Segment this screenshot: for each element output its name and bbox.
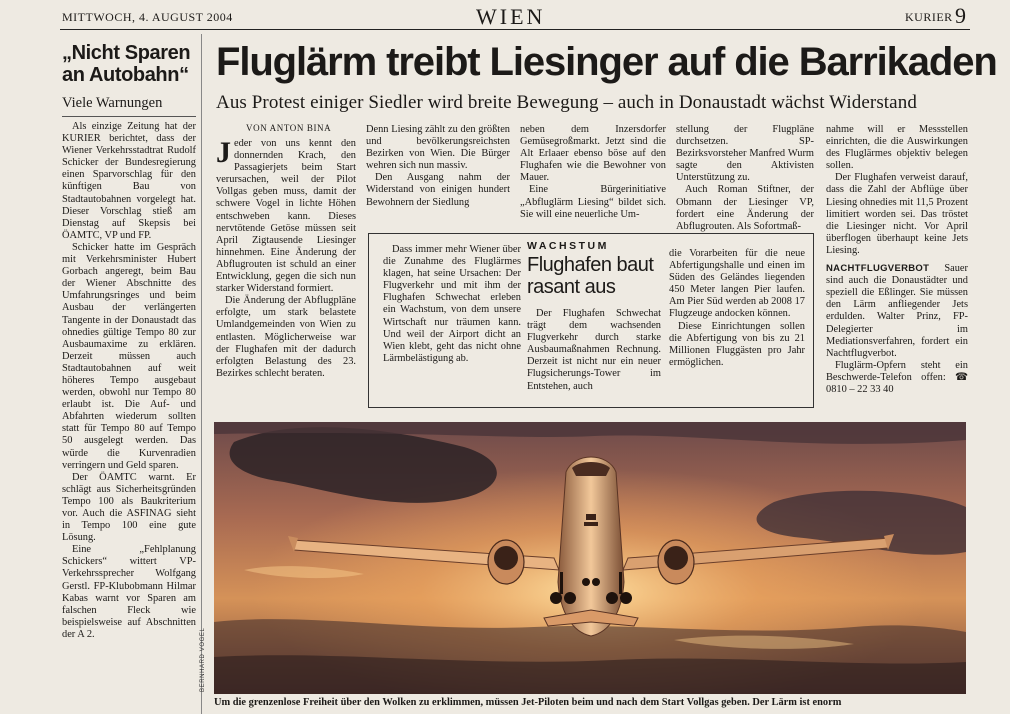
left-paragraph: Eine „Fehlplanung Schickers“ wittert VP-Verkehrssprecher Wolfgang Gerstl. FP-Klubobmann Hilmar Kabas warnt vor Sparen am falschen Fleck wie beispielsweise auf Abschnitten der A 2. <box>62 544 196 640</box>
left-article-rule <box>62 116 196 117</box>
box-paragraph: die Vorarbeiten für die neue Abfertigungshalle und einen im Süden des Geländes liegenden 450 Meter langen Pier laufen. Am Pier Süd werden ab 2008 17 Flugzeuge andocken können. <box>669 248 805 320</box>
main-paragraph: Denn Liesing zählt zu den größten und bevölkerungsreichsten Bezirken von Wien. Die Bürger wehren sich nun massiv. <box>366 124 510 172</box>
box-column-1 <box>383 244 521 365</box>
main-column-3 <box>520 124 666 232</box>
info-box <box>368 233 814 408</box>
main-paragraph: stellung der Flugpläne durchsetzen. SP-Bezirksvorsteher Manfred Wurm sagte den Aktivisten Unterstützung zu. <box>676 124 814 184</box>
main-column-5 <box>826 124 968 414</box>
page-number: 9 <box>955 3 966 28</box>
box-paragraph: Der Flughafen Schwechat trägt dem wachsenden Flugverkehr durch starke Ausbaumaßnahmen Rechnung. Derzeit ist nicht nur ein neuer Flugsicherungs-Tower im Entstehen, auch <box>527 308 661 392</box>
main-paragraph: Sauer sind auch die Donaustädter und speziell die Eßlinger. Sie müssen den Lärm anfliegender Jets erdulden. Walter Prinz, FP-Delegierter im Mediationsverfahren, fordert ein Nachtflugverbot. <box>826 263 968 359</box>
drop-cap: J <box>216 138 231 169</box>
box-column-2 <box>527 240 661 393</box>
main-paragraph: eder von uns kennt den donnernden Krach, den Passagierjets beim Start verursachen, weil der Pilot Vollgas geben muss, damit der schwere Vogel in lichte Höhen entschweben kann. Dieses nervtötende Getöse müssen seit April Zigtausende Liesinger hinnehmen. Eine Änderung der Abflugrouten ist schuld an einer Entwicklung, gegen die sich nun starker Widerstand formiert. <box>216 138 356 295</box>
main-paragraph: Der Flughafen verweist darauf, dass die Zahl der Abflüge über Liesing ohnedies mit 11,5 Prozent limitiert worden sei. Das tröstet die Liesinger nicht. Vor April überflogen überhaupt keine Jets Liesing. <box>826 172 968 256</box>
photo-caption: Um die grenzenlose Freiheit über den Wolken zu erklimmen, müssen Jet-Piloten beim und nach dem Start Vollgas geben. Der Lärm ist enorm <box>214 697 842 708</box>
left-article-headline: „Nicht Sparen an Autobahn“ <box>62 42 191 86</box>
header-rule <box>60 29 970 30</box>
box-kicker: WACHSTUM <box>527 240 609 252</box>
newspaper-name: KURIER <box>905 10 953 24</box>
main-subheadline: Aus Protest einiger Siedler wird breite Bewegung – auch in Donaustadt wächst Widerstand <box>216 92 917 113</box>
main-headline: Fluglärm treibt Liesinger auf die Barrikaden <box>216 40 997 84</box>
byline: VON ANTON BINA <box>246 123 332 133</box>
hotline-paragraph: Fluglärm-Opfern steht ein Beschwerde-Telefon offen: ☎ 0810 – 22 33 40 <box>826 359 968 395</box>
main-paragraph: neben dem Inzersdorfer Gemüsegroßmarkt. Jetzt sind die Alt Erlaaer ebenso böse auf den Flughafen wie die Bewohner von Mauer. <box>520 124 666 184</box>
main-column-4 <box>676 124 814 232</box>
main-column-1 <box>216 138 356 416</box>
box-text <box>527 308 661 393</box>
box-column-3 <box>669 248 805 369</box>
main-paragraph: Eine Bürgerinitiative „Abfluglärm Liesing“ bildet sich. Sie will eine neuerliche Um- <box>520 184 666 220</box>
box-title: Flughafen baut rasant aus <box>527 254 654 298</box>
box-paragraph: Dass immer mehr Wiener über die Zunahme des Fluglärmes klagen, hat seine Ursachen: Der Flugverkehr und mit ihm der Flughafen Schwechat erleben ein Wachstum, von dem unsere Wirtschaft nur träumen kann. Und weil der Airport dicht an Wien klebt, geht das nicht ohne Lärmbelästigung ab. <box>383 244 521 364</box>
main-paragraph: Die Änderung der Abflugpläne erfolgte, um stark belastete Umlandgemeinden von Wien zu entlasten. Möglicherweise war der Flughafen mit der dadurch erfolgten Belastung des 23. Bezirkes schlecht beraten. <box>216 295 356 379</box>
main-paragraph: Auch Roman Stiftner, der Obmann der Liesinger VP, fordert eine Änderung der Abflugrouten. Als Sofortmaß- <box>676 184 814 232</box>
issue-date: MITTWOCH, 4. AUGUST 2004 <box>62 10 233 24</box>
left-paragraph: Schicker hatte im Gespräch mit Verkehrsminister Hubert Gorbach angeregt, beim Bau der Wiener Abschnitte des Umfahrungsringes und beim Ausbau der verlängerten Tangente in der Donaustadt das ohnedies gültige Tempo 80 zur Ausbaumaxime zu erklären. Derzeit müssen auch Stadtautobahnen auf weit höheres Tempo ausgebaut werden, obwohl nur Tempo 80 erlaubt ist. Die Auf- und Abfahrten wiederum sollten statt für Tempo 80 auf Tempo 50 ausgelegt werden. Das würde die Kurvenradien verringern und Geld sparen. <box>62 241 196 471</box>
column-divider <box>201 34 202 714</box>
section-name: WIEN <box>476 4 546 29</box>
nachtflugverbot-kicker: NACHTFLUGVERBOT <box>826 263 930 275</box>
photo-credit: BERNHARD VOGEL <box>200 627 206 692</box>
main-column-2 <box>366 124 510 232</box>
airplane-photo <box>214 422 966 694</box>
box-paragraph: Diese Einrichtungen sollen die Abfertigung von bis zu 21 Millionen Fluggästen pro Jahr ermöglichen. <box>669 320 805 368</box>
left-paragraph: Der ÖAMTC warnt. Er schlägt aus Sicherheitsgründen Tempo 100 als Baukriterium vor. Auch die ASFINAG sieht in Tempo 100 eine gute Lösung. <box>62 471 196 544</box>
left-article-body <box>62 121 196 711</box>
main-paragraph: Den Ausgang nahm der Widerstand von einigen hundert Bewohnern der Siedlung <box>366 172 510 208</box>
left-paragraph: Als einzige Zeitung hat der KURIER berichtet, dass der Wiener Verkehrsstadtrat Rudolf Schicker der Bundesregierung einen Sparvorschlag für den künftigen Bau von Stadtautobahnen vorgelegt hat. Dieser Vorschlag stieß am Dienstag auf Skepsis bei ÖAMTC, VP und FP. <box>62 121 196 241</box>
main-paragraph: nahme will er Messstellen einrichten, die die Auswirkungen des Fluglärmes objektiv belegen sollen. <box>826 124 968 172</box>
left-article-subhead: Viele Warnungen <box>62 95 163 111</box>
